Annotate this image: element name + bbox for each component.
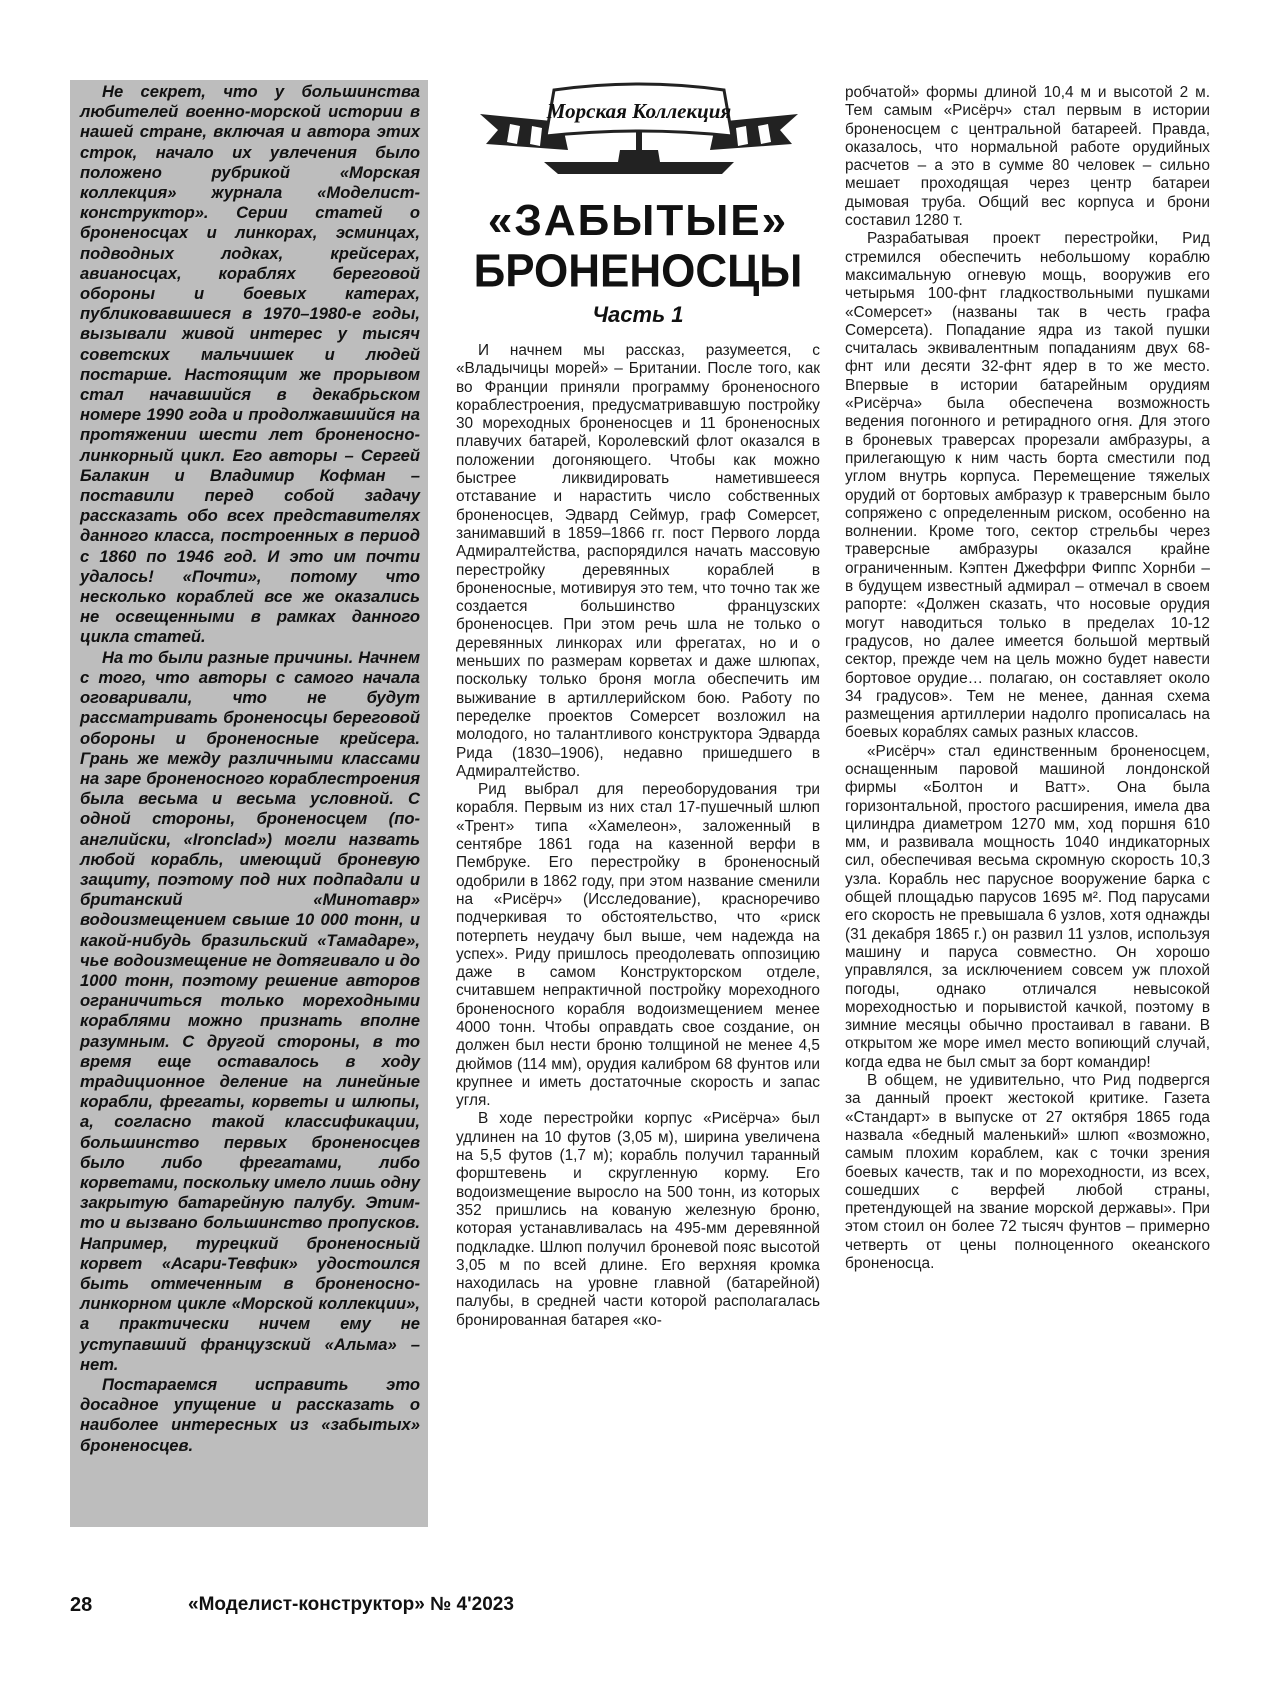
body-paragraph: Рид выбрал для переоборудования три корабля. Первым из них стал 17-пушечный шлюп «Трент» типа «Хамелеон», заложенный в сентябре 1861 года на казенной верфи в Пембруке. Его перестройку в броненосный одобрили в 1862 году, при этом название сменили на «Рисёрч» (Исследование), красноречиво подчеркивая то обстоятельство, что «риск потерпеть неудачу был выше, чем надежда на успех». Риду пришлось преодолевать оппозицию даже в самом Конструкторском отделе, считавшем непрактичной постройку мореходного броненосного корабля водоизмещением менее 4000 тонн. Чтобы оправдать свое создание, он должен был нести броню толщиной не менее 4,5 дюймов (114 мм), орудия калибром 68 фунтов или крупнее и иметь достаточные скорость и запас угля. (456, 781, 820, 1110)
rubric-title: Морская Коллекция (546, 99, 732, 123)
body-column-right (845, 84, 1210, 1564)
article-title-line-1: «ЗАБЫТЫЕ» (487, 196, 789, 245)
magazine-issue: «Моделист-конструктор» № 4'2023 (188, 1594, 514, 1615)
body-paragraph: В общем, не удивительно, что Рид подвергся за данный проект жестокой критике. Газета «Стандарт» в выпуске от 27 октября 1865 года назвала «бедный маленький» шлюп «возможно, самым плохим кораблем, как с точки зрения боевых качеств, так и по мореходности, из всех, сошедших с верфей любой страны, претендующей на звание морской державы». При этом стоил он более 72 тысяч фунтов – примерно четверть от цены полноценного океанского броненосца. (845, 1072, 1210, 1272)
body-paragraph: робчатой» формы длиной 10,4 м и высотой 2 м. Тем самым «Рисёрч» стал первым в истории броненосцем с центральной батареей. Правда, оказалось, что нормальной работе орудийных расчетов – а это в сумме 80 человек – сильно мешает проходящая через центр батареи дымовая труба. Общий вес корпуса и брони составил 1280 т. (845, 84, 1210, 230)
body-paragraph: И начнем мы рассказ, разумеется, с «Владычицы морей» – Британии. После того, как во Франции приняли программу броненосного кораблестроения, предусматривавшую постройку 30 мореходных броненосцев и 11 броненосных плавучих батарей, Королевский флот оказался в положении догоняющего. Чтобы как можно быстрее ликвидировать наметившееся отставание и нарастить число собственных броненосцев, Эдвард Сеймур, граф Сомерсет, занимавший в 1859–1866 гг. пост Первого лорда Адмиралтейства, распорядился начать массовую перестройку деревянных кораблей в броненосные, мотивируя это тем, что точно так же создается большинство французских броненосцев. При этом речь шла не только о деревянных линкорах или фрегатах, но и о меньших по размерам корветах и даже шлюпах, поскольку только броня могла обеспечить им выживание в артиллерийском бою. Работу по переделке проектов Сомерсет возложил на молодого, но талантливого конструктора Эдварда Рида (1830–1906), недавно пришедшего в Адмиралтейство. (456, 342, 820, 780)
rubric-banner (546, 84, 732, 136)
intro-box (70, 80, 428, 1527)
body-column-middle (456, 342, 820, 1562)
intro-paragraph-3: Постараемся исправить это досадное упущение и рассказать о наиболее интересных из «забытых» броненосцев. (80, 1375, 420, 1455)
intro-paragraph-2: На то были разные причины. Начнем с того, что авторы с самого начала оговаривали, что не будут рассматривать броненосцы береговой обороны и броненосные крейсера. Грань же между различными классами на заре броненосного кораблестроения была весьма и весьма условной. С одной стороны, броненосцем (по-английски, «Ironclad») могли назвать любой корабль, имеющий броневую защиту, поэтому под них подпадали и британский «Минотавр» водоизмещением свыше 10 000 тонн, и какой-нибудь бразильский «Тамадаре», чье водоизмещение не дотягивало и до 1000 тонн, поэтому решение авторов ограничиться только мореходными кораблями можно признать вполне разумным. С другой стороны, в то время еще оставалось в ходу традиционное деление на линейные корабли, фрегаты, корветы и шлюпы, а, согласно такой классификации, большинство первых броненосцев было либо фрегатами, либо корветами, поскольку имело лишь одну закрытую батарейную палубу. Этим-то и вызвано большинство пропусков. Например, турецкий броненосный корвет «Асари-Тевфик» удостоился быть отмеченным в броненосно-линкорном цикле «Морской коллекции», а практически ничем ему не уступавший французский «Альма» – нет. (80, 647, 420, 1374)
rubric-emblem (470, 80, 808, 180)
ship-silhouette-icon (544, 132, 734, 174)
intro-paragraph-1: Не секрет, что у большинства любителей военно-морской истории в нашей стране, включая и автора этих строк, начало их увлечения было положено рубрикой «Морская коллекция» журнала «Моделист-конструктор». Серии статей о броненосцах и линкорах, эсминцах, подводных лодках, крейсерах, авианосцах, кораблях береговой обороны и боевых катерах, публиковавшиеся в 1970–1980-е годы, вызывали живой интерес у тысяч советских мальчишек и людей постарше. Настоящим же прорывом стал начавшийся в декабрьском номере 1990 года и продолжавшийся на протяжении шести лет броненосно-линкорный цикл. Его авторы – Сергей Балакин и Владимир Кофман – поставили перед собой задачу рассказать обо всех представителях данного класса, построенных в период с 1860 по 1946 год. И это им почти удалось! «Почти», потому что несколько кораблей все же оказались не освещенными в рамках данного цикла статей. (80, 82, 420, 647)
page-number: 28 (70, 1594, 93, 1616)
body-paragraph: «Рисёрч» стал единственным броненосцем, оснащенным паровой машиной лондонской фирмы «Болтон и Ватт». Она была горизонтальной, простого расширения, имела два цилиндра диаметром 1270 мм, ход поршня 610 мм, и развивала мощность 1040 индикаторных сил, обеспечивая весьма скромную скорость 10,3 узла. Корабль нес парусное вооружение барка с общей площадью парусов 1695 м². Под парусами его скорость не превышала 6 узлов, хотя однажды (31 декабря 1865 г.) он развил 11 узлов, используя машину и паруса совместно. Он хорошо управлялся, за исключением совсем уж плохой погоды, однако отличался невысокой мореходностью и порывистой качкой, поэтому в зимние месяцы обычно простаивал в гавани. В открытом же море имел место вопиющий случай, когда едва не был смыт за борт командир! (845, 742, 1210, 1071)
body-paragraph: Разрабатывая проект перестройки, Рид стремился обеспечить небольшому кораблю максимальную огневую мощь, вооружив его четырьмя 100-фнт гладкоствольными пушками «Сомерсет» (названы так в честь графа Сомерсета). Попадание ядра из такой пушки считалась эквивалентным попаданиям двух 68-фнт или десяти 32-фнт ядер в то же место. Впервые в истории батарейным орудиям «Рисёрча» была обеспечена возможность ведения погонного и ретирадного огня. Для этого в броневых траверсах прорезали амбразуры, а прилегающую к ним часть борта сместили под углом внутрь корпуса. Перемещение тяжелых орудий от бортовых амбразур к траверсным было сопряжено с определенным риском, особенно на волнении. Кроме того, сектор стрельбы через траверсные амбразуры оказался крайне ограниченным. Кэптен Джеффри Фиппс Хорнби – в будущем известный адмирал – отмечал в своем рапорте: «Должен сказать, что носовые орудия могут наводиться только в пределах 10-12 градусов, но далее имеется большой мертвый сектор, прежде чем на цель можно будет навести бортовое орудие… полагаю, он составляет около 34 градусов». Тем не менее, данная схема размещения артиллерии надолго прописалась на боевых кораблях самых разных классов. (845, 230, 1210, 742)
article-subtitle: Часть 1 (592, 302, 684, 327)
body-paragraph: В ходе перестройки корпус «Рисёрча» был удлинен на 10 футов (3,05 м), ширина увеличена на 5,5 футов (1,7 м); корабль получил таранный форштевень и скругленную корму. Его водоизмещение выросло на 500 тонн, из которых 352 пришлись на кованую железную броню, которая устанавливалась на 495-мм деревянной подкладке. Шлюп получил броневой пояс высотой 3,05 м по всей длине. Его верхняя кромка находилась на уровне главной (батарейной) палубы, в средней части которой располагалась бронированная батарея «ко- (456, 1110, 820, 1329)
article-title-line-2: БРОНЕНОСЦЫ (473, 245, 803, 298)
